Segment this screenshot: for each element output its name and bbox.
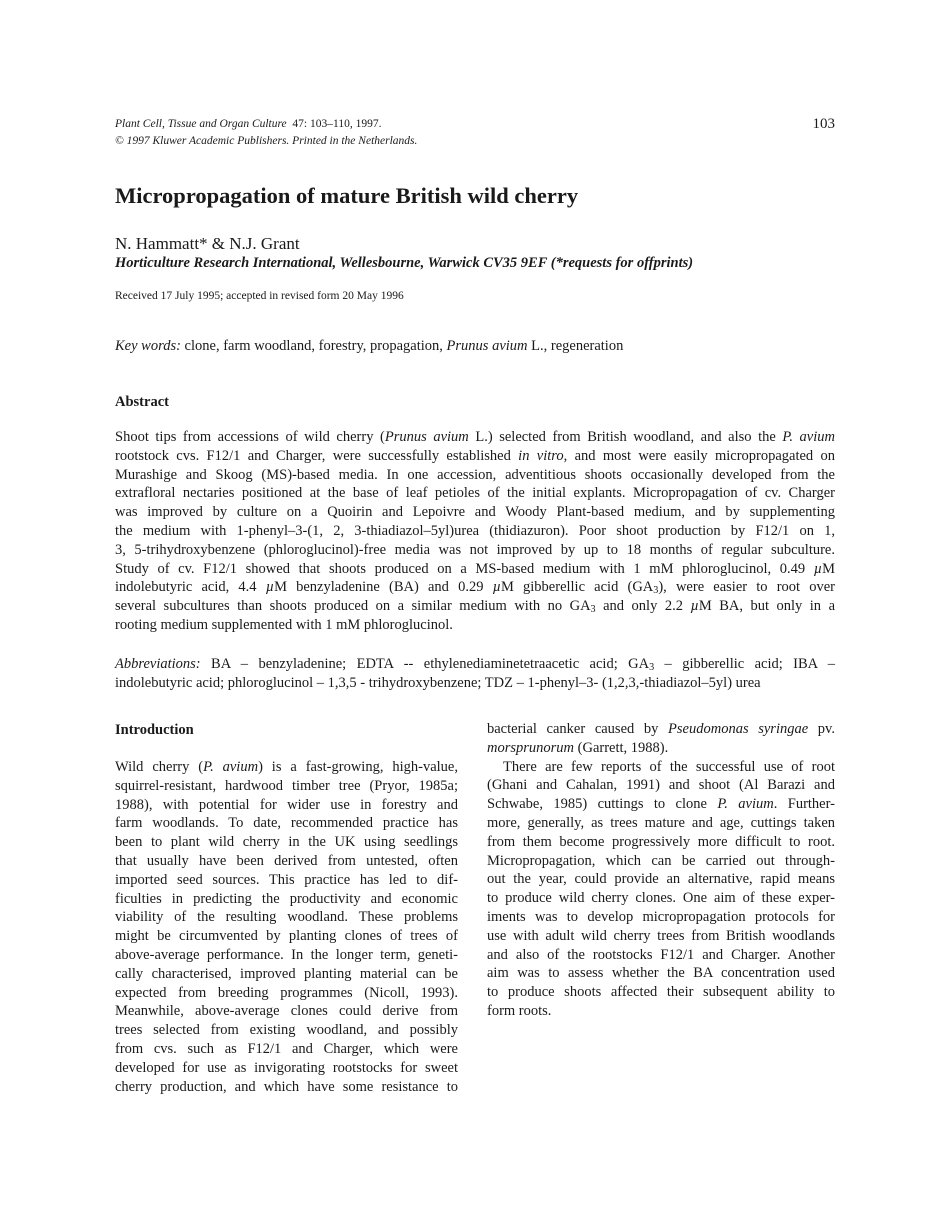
text-line: 1988), with potential for wider use in forestry and (115, 796, 458, 813)
text-line: and also of the rootstocks F12/1 and Charger. Another (487, 946, 835, 963)
text-line: was improved by culture on a Quoirin and Lepoivre and Woody Plant-based medium, and by supplementing (115, 504, 835, 521)
subscript: 3 (649, 662, 655, 673)
italic-text: P. avium (203, 759, 259, 775)
text-line: imported seed sources. This practice has led to dif- (115, 871, 458, 888)
text-line: to produce shoots affected their subsequent ability to (487, 984, 835, 1001)
text-line: Murashige and Skoog (MS)-based media. In one accession, adventitious shoots occasionally developed from the (115, 466, 835, 483)
text-line: cally characterised, improved planting material can be (115, 965, 458, 982)
text-line: rooting medium supplemented with 1 mM phloroglucinol. (115, 616, 453, 633)
affiliation: Horticulture Research International, Wellesbourne, Warwick CV35 9EF (*requests for offprints) (115, 255, 694, 271)
text-line: several subcultures than shoots produced on a similar medium with no $GA_3$ and only 2.2 µM BA, but only in a (115, 598, 835, 616)
authors: N. Hammatt* & N.J. Grant (115, 234, 300, 253)
abbreviations (115, 655, 835, 693)
text-line: Study of cv. F12/1 showed that shoots produced on a MS-based medium with 1 mM phloroglucinol, 0.49 µM (115, 560, 835, 577)
italic-text: in vitro (518, 447, 564, 464)
text-line: Micropropagation, which can be carried out through- (487, 852, 835, 869)
text-line: Wild cherry (P. avium) is a fast-growing, high-value, (115, 759, 458, 775)
text-line: the medium with 1-phenyl–3-(1, 2, 3-thiadiazol–5yl)urea (thidiazuron). Poor shoot production by F12/1 on 1, (115, 522, 835, 539)
running-header (115, 116, 417, 150)
text-line: squirrel-resistant, hardwood timber tree (Pryor, 1985a; (115, 777, 458, 794)
text-line: iments was to develop micropropagation protocols for (487, 908, 835, 925)
italic-text: Prunus avium (384, 429, 469, 445)
text-line: Shoot tips from accessions of wild cherry (Prunus avium L.) selected from British woodland, and also the P. avium (115, 429, 835, 445)
abstract-heading: Abstract (115, 394, 169, 410)
text-line: expected from breeding programmes (Nicoll, 1993). (115, 984, 458, 1001)
italic-text: morsprunorum (487, 739, 575, 756)
text-line: aim was to assess whether the BA concentration used (487, 965, 835, 982)
text-line: that usually have been derived from untested, often (115, 852, 458, 869)
italic-text: P. avium (717, 796, 774, 813)
introduction-right-column (487, 720, 835, 1021)
text-line: cherry production, and which have some resistance to (115, 1078, 458, 1095)
keywords-label: Key words: (115, 338, 181, 354)
italic-text: P. avium (782, 429, 835, 445)
text-line: extrafloral nectaries positioned at the base of leaf petioles of the initial explants. Micropropagation of cv. Charger (115, 485, 835, 502)
text-line: viability of the resulting woodland. These problems (115, 909, 458, 926)
text-line: Meanwhile, above-average clones could derive from (115, 1003, 458, 1020)
text-line: Schwabe, 1985) cuttings to clone P. avium. Further- (487, 796, 835, 813)
text-line: been to plant wild cherry in the UK using seedlings (115, 834, 458, 851)
text-line: (Ghani and Cahalan, 1991) and shoot (Al Barazi and (487, 777, 835, 794)
journal-name: Plant Cell, Tissue and Organ Culture (115, 118, 287, 130)
italic-text: µ (813, 560, 823, 577)
text-line: There are few reports of the successful use of root (503, 758, 835, 775)
text-line: more, generally, as trees mature and age, cuttings taken (487, 814, 835, 831)
italic-text: Pseudomonas syringae (668, 721, 809, 737)
italic-text: µ (265, 579, 275, 596)
text-line: form roots. (487, 1002, 552, 1019)
page-number: 103 (812, 116, 835, 132)
copyright-line: © 1997 Kluwer Academic Publishers. Printed in the Netherlands. (115, 135, 418, 147)
subscript: 3 (590, 604, 596, 616)
text-line: developed for use as invigorating rootstocks for sweet (115, 1059, 458, 1076)
introduction-heading: Introduction (115, 722, 194, 738)
received-dates: Received 17 July 1995; accepted in revised form 20 May 1996 (115, 290, 404, 302)
paper-title: Micropropagation of mature British wild cherry (115, 183, 579, 208)
text-line: above-average performance. In the longer term, geneti- (115, 946, 458, 963)
abstract-body (115, 428, 835, 635)
italic-text: Prunus avium (446, 338, 528, 354)
text-line: morsprunorum (Garrett, 1988). (487, 739, 669, 756)
text-line: bacterial canker caused by Pseudomonas syringae pv. (487, 721, 835, 737)
text-line: rootstock cvs. F12/1 and Charger, were successfully established in vitro, and most were easily micropropagated on (115, 447, 835, 464)
keywords (115, 338, 623, 355)
text-line: farm woodlands. To date, recommended practice has (115, 815, 458, 832)
text-line: 3, 5-trihydroxybenzene (phloroglucinol)-free media was not improved by up to 18 months of regular subculture. (115, 541, 835, 558)
text-line: trees selected from existing woodland, and possibly (115, 1022, 458, 1039)
text-line: indolebutyric acid, 4.4 µM benzyladenine (BA) and 0.29 µM gibberellic acid $(GA_3)$, were easier to root over (115, 579, 835, 597)
subscript: 3 (653, 585, 659, 597)
text-line: from them become progressively more difficult to root. (487, 833, 835, 850)
volume-info: 47: 103–110, 1997. (292, 118, 382, 130)
keywords-text: clone, farm woodland, forestry, propagation, Prunus avium L., regeneration (180, 338, 624, 354)
text-line: from cvs. such as F12/1 and Charger, which were (115, 1040, 458, 1057)
text-line: might be circumvented by planting clones of trees of (115, 928, 458, 945)
italic-text: µ (492, 579, 501, 596)
text-line: out the year, could provide an alternative, rapid means (487, 871, 835, 888)
text-line: Abbreviations: BA – benzyladenine; EDTA -- ethylenediaminetetraacetic acid; $GA_3$ – gibberellic acid; IBA – (115, 656, 835, 673)
text-line: indolebutyric acid; phloroglucinol – 1,3,5 - trihydroxybenzene; TDZ – 1-phenyl–3- (1,2,3,-thiadiazol–5yl) urea (115, 674, 761, 691)
introduction-left-column (115, 758, 458, 1096)
italic-text: Abbreviations: (115, 656, 201, 672)
text-line: to produce wild cherry clones. One aim of these exper- (487, 890, 835, 907)
text-line: use with adult wild cherry trees from British woodlands (487, 927, 835, 944)
text-line: ficulties in predicting the productivity and economic (115, 890, 458, 907)
italic-text: µ (690, 598, 699, 615)
